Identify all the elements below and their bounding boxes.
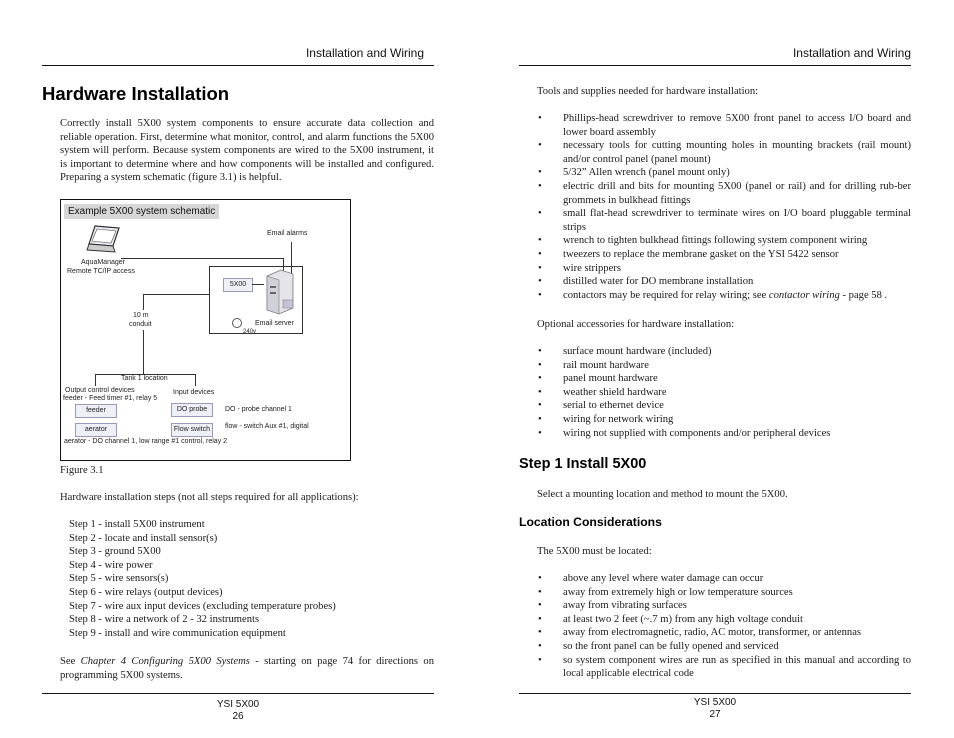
page-footer (42, 699, 434, 723)
tools-intro: Tools and supplies needed for hardware installation: (537, 86, 759, 97)
step-item: Step 4 - wire power (69, 559, 153, 571)
bullet-icon: • (538, 386, 542, 398)
figure-caption: Figure 3.1 (60, 465, 104, 476)
list-item (537, 586, 911, 600)
running-head: Installation and Wiring (305, 46, 424, 60)
email-alarms-label: Email alarms (267, 230, 308, 237)
optional-intro: Optional accessories for hardware installation: (537, 319, 735, 330)
item-text: above any level where water damage can occur (563, 573, 764, 584)
conduit-label: conduit (129, 321, 152, 328)
item-text: at least two 2 feet (~.7 m) from any high voltage conduit (563, 613, 803, 625)
item-text: distilled water for DO membrane installation (563, 276, 754, 288)
bullet-icon: • (538, 289, 542, 301)
page-number: 26 (232, 711, 244, 722)
schematic-figure (60, 199, 351, 461)
item-text: wrench to tighten bulkhead fittings following system component wiring (563, 235, 868, 247)
item-text: contactors may be required for relay wiring; see (563, 289, 769, 301)
see-prefix: See (60, 656, 81, 667)
optional-list (537, 345, 911, 440)
item-text: necessary tools for cutting mounting holes in mounting brackets (rail mount) and/or control panel (panel mount) (563, 140, 911, 165)
tank-location-label: Tank 1 location (121, 375, 168, 382)
network-line (121, 258, 283, 259)
contactor-wiring-reference[interactable]: contactor wiring (768, 289, 840, 301)
item-text: small flat-head screwdriver to terminate wires on I/O board pluggable terminal strips (563, 208, 911, 233)
item-text: Phillips-head screwdriver to remove 5X00 front panel to access I/O board and lower board assembly (563, 113, 911, 138)
bullet-icon: • (538, 586, 542, 598)
list-item (537, 427, 911, 441)
footer-rule (42, 693, 434, 694)
right-page (519, 0, 911, 738)
aerator-box: aerator (75, 423, 117, 437)
location-list (537, 572, 911, 681)
tank-drop-line (143, 330, 144, 374)
item-text: wiring for network wiring (563, 413, 674, 425)
header-rule (519, 65, 911, 66)
bullet-icon: • (538, 208, 542, 220)
item-text: wire strippers (563, 262, 621, 274)
list-item (537, 640, 911, 654)
see-chapter-paragraph (60, 655, 434, 682)
list-item (537, 275, 911, 289)
bullet-icon: • (538, 276, 542, 288)
list-item (537, 626, 911, 640)
tools-list (537, 112, 911, 302)
feeder-box: feeder (75, 404, 117, 418)
server-icon (261, 268, 297, 316)
location-intro: The 5X00 must be located: (537, 546, 652, 557)
conduit-length-label: 10 m (133, 312, 149, 319)
intro-paragraph: Correctly install 5X00 system components to ensure accurate data collection and reliable operation. First, determine what monitor, control, and alarm functions the 5X00 system will perform. Because system components are wired to the 5X00 instrument, it is important to determine where and how components will be installed and configured. Preparing a system schematic (figure 3.1) is helpful. (60, 118, 434, 184)
list-item (537, 654, 911, 681)
page-title: Hardware Installation (42, 83, 230, 104)
item-text: panel mount hardware (563, 373, 658, 385)
item-text: serial to ethernet device (563, 400, 664, 412)
bullet-icon: • (538, 640, 542, 652)
item-text: - page 58 . (839, 289, 888, 301)
step-item: Step 2 - locate and install sensor(s) (69, 532, 218, 544)
list-item (537, 372, 911, 386)
list-item (537, 180, 911, 207)
do-desc-label: DO - probe channel 1 (225, 406, 292, 413)
item-text: away from electromagnetic, radio, AC motor, transformer, or antennas (563, 627, 862, 639)
page-footer (519, 697, 911, 721)
step-item: Step 8 - wire a network of 2 - 32 instruments (69, 614, 260, 626)
list-item (537, 248, 911, 262)
item-text: electric drill and bits for mounting 5X00 (panel or rail) and for drilling rub-ber grommets in bulkhead fittings (563, 180, 911, 206)
feeder-desc-label: feeder - Feed timer #1, relay 5 (63, 395, 158, 402)
step-item: Step 3 - ground 5X00 (69, 546, 161, 558)
output-devices-label: Output control devices (65, 387, 135, 394)
steps-list (69, 518, 336, 640)
step-item: Step 9 - install and wire communication equipment (69, 627, 286, 639)
list-item (537, 359, 911, 373)
bullet-icon: • (538, 180, 542, 192)
bullet-icon: • (538, 600, 542, 612)
bullet-icon: • (538, 613, 542, 625)
list-item (537, 112, 911, 139)
aquamanager-label: AquaManager (81, 259, 125, 266)
bullet-icon: • (538, 113, 542, 124)
bullet-icon: • (538, 654, 542, 666)
step-item: Step 5 - wire sensors(s) (69, 573, 169, 585)
bullet-icon: • (538, 400, 542, 412)
bullet-icon: • (538, 140, 542, 152)
location-heading: Location Considerations (519, 515, 662, 529)
bullet-icon: • (538, 346, 542, 357)
bullet-icon: • (538, 373, 542, 385)
item-text: so system component wires are run as specified in this manual and according to local applicable electrical code (563, 654, 911, 680)
email-server-label: Email server (255, 320, 294, 327)
figure-title: Example 5X00 system schematic (64, 204, 219, 219)
bullet-icon: • (538, 262, 542, 274)
steps-intro: Hardware installation steps (not all steps required for all applications): (60, 492, 359, 503)
bullet-icon: • (538, 413, 542, 425)
list-item (537, 207, 911, 234)
item-text: away from extremely high or low temperature sources (563, 586, 793, 598)
list-item (537, 139, 911, 166)
step-item: Step 7 - wire aux input devices (excluding temperature probes) (69, 600, 336, 612)
unit-5x00-box: 5X00 (223, 278, 253, 292)
list-item (537, 613, 911, 627)
item-text: rail mount hardware (563, 359, 649, 371)
list-item (537, 386, 911, 400)
list-item (537, 289, 911, 303)
input-devices-label: Input devices (173, 389, 215, 396)
step1-heading: Step 1 Install 5X00 (519, 456, 647, 472)
bullet-icon: • (538, 235, 542, 247)
list-item (537, 399, 911, 413)
aerator-desc-label: aerator - DO channel 1, low range #1 control, relay 2 (64, 438, 228, 445)
item-text: tweezers to replace the membrane gasket on the YSI 5422 sensor (563, 248, 839, 260)
conduit-line-vert (143, 294, 144, 310)
running-head: Installation and Wiring (792, 46, 911, 60)
list-item (537, 234, 911, 248)
laptop-icon (85, 224, 127, 256)
item-text: wiring not supplied with components and/or peripheral devices (563, 427, 831, 439)
item-text: 5/32” Allen wrench (panel mount only) (563, 167, 730, 179)
item-text: weather shield hardware (563, 386, 667, 398)
list-item (537, 262, 911, 276)
flow-switch-box: Flow switch (171, 423, 213, 437)
left-page (42, 0, 434, 738)
tank-left-line (95, 374, 96, 386)
remote-access-label: Remote TC/IP access (67, 268, 135, 275)
step-item: Step 6 - wire relays (output devices) (69, 586, 223, 598)
step-item: Step 1 - install 5X00 instrument (69, 519, 205, 530)
footer-title: YSI 5X00 (693, 697, 737, 708)
list-item (537, 166, 911, 180)
bullet-icon: • (538, 627, 542, 639)
footer-rule (519, 693, 911, 694)
see-suffix: - starting on page 74 for directions on programming 5X00 systems. (60, 656, 434, 681)
bullet-icon: • (538, 248, 542, 260)
item-text: surface mount hardware (included) (563, 346, 712, 357)
chapter-4-reference[interactable]: Chapter 4 Configuring 5X00 Systems (80, 656, 250, 667)
list-item (537, 599, 911, 613)
item-text: so the front panel can be fully opened and serviced (563, 640, 779, 652)
voltage-label: 240v (243, 329, 257, 335)
page-number: 27 (709, 709, 721, 720)
list-item (537, 413, 911, 427)
item-text: away from vibrating surfaces (563, 600, 687, 612)
footer-title: YSI 5X00 (216, 699, 260, 710)
step1-text: Select a mounting location and method to mount the 5X00. (537, 489, 788, 500)
bullet-icon: • (538, 359, 542, 371)
do-probe-box: DO probe (171, 403, 213, 417)
header-rule (42, 65, 434, 66)
flow-desc-label: flow - switch Aux #1, digital (225, 423, 309, 430)
bullet-icon: • (538, 427, 542, 439)
power-outlet-icon (232, 318, 242, 328)
list-item (537, 572, 911, 586)
list-item (537, 345, 911, 359)
conduit-line (143, 294, 209, 295)
tank-right-line (195, 374, 196, 386)
bullet-icon: • (538, 167, 542, 179)
bullet-icon: • (538, 573, 542, 584)
